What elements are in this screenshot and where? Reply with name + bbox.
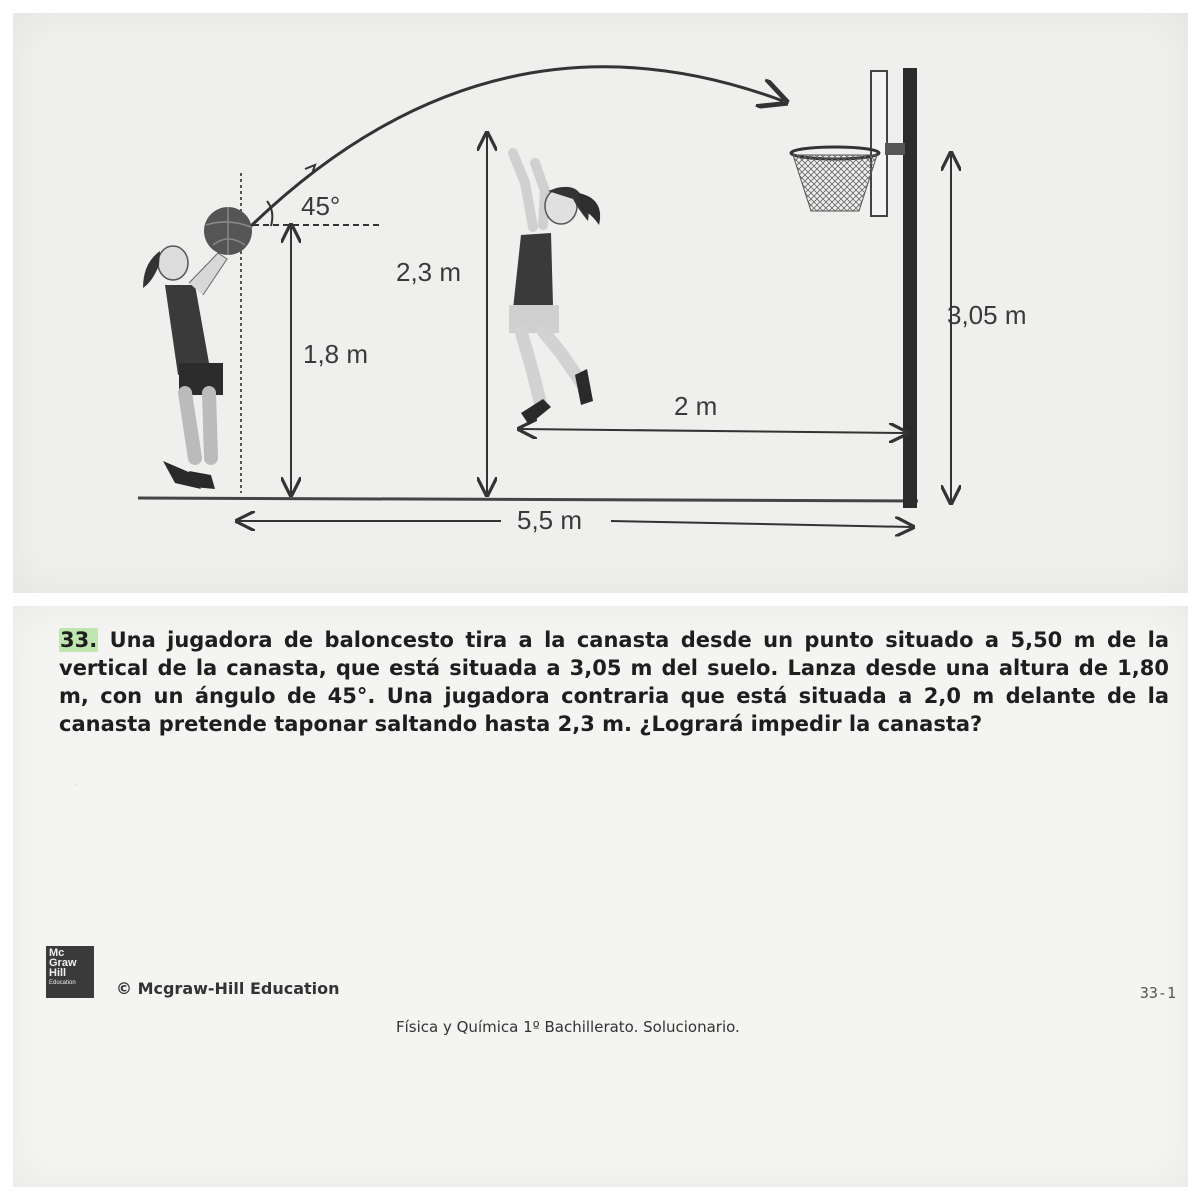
problem-statement [59, 626, 1169, 738]
backboard [871, 71, 887, 216]
hoop-pole [903, 68, 917, 508]
figure-panel [13, 13, 1188, 593]
defender-player [509, 153, 600, 425]
total-distance-label: 5,5 m [517, 505, 583, 535]
mcgraw-hill-logo: Mc Graw Hill Education [46, 946, 94, 998]
copyright-text: © Mcgraw-Hill Education [116, 979, 340, 998]
ground-line [138, 498, 918, 501]
block-distance-arrow [521, 429, 905, 433]
shooter-player [143, 207, 252, 489]
block-distance-label: 2 m [674, 391, 718, 421]
book-title: Física y Química 1º Bachillerato. Solucionario. [396, 1018, 740, 1036]
angle-arc [267, 201, 272, 226]
problem-number: 33. [60, 628, 98, 652]
hoop-bracket [885, 143, 905, 155]
problem-panel: · 33. Una jugadora de baloncesto tira a la canasta desde un punto situado a 5,50 m de la vertical de la canasta, que está situada a 3,05 m del suelo. Lanza desde una altura de 1,80 m, con un ángulo de 45°. Una jugadora contraria que está situada a 2,0 m delante de la canasta pretende taponar saltando hasta 2,3 m. ¿Logrará impedir la canasta? Mc Graw Hill Education © Mcgraw-Hill Education 33-1 Física y Química 1º Bachillerato. Solucionario. [13, 606, 1188, 1187]
launch-height-label: 1,8 m [303, 339, 369, 369]
hoop-net [793, 155, 877, 211]
page-number: 33-1 [1139, 984, 1176, 1002]
angle-label: 45° [301, 191, 341, 221]
problem-body: Una jugadora de baloncesto tira a la canasta desde un punto situado a 5,50 m de la vertical de la canasta, que está situada a 3,05 m del suelo. Lanza desde una altura de 1,80 m, con un ángulo de 45°. Una jugadora contraria que está situada a 2,0 m delante de la canasta pretende taponar saltando hasta 2,3 m. ¿Logrará impedir la canasta? [59, 628, 1169, 736]
block-height-label: 2,3 m [396, 257, 462, 287]
total-distance-arrow-right [611, 521, 911, 527]
hoop-height-label: 3,05 m [947, 300, 1027, 330]
